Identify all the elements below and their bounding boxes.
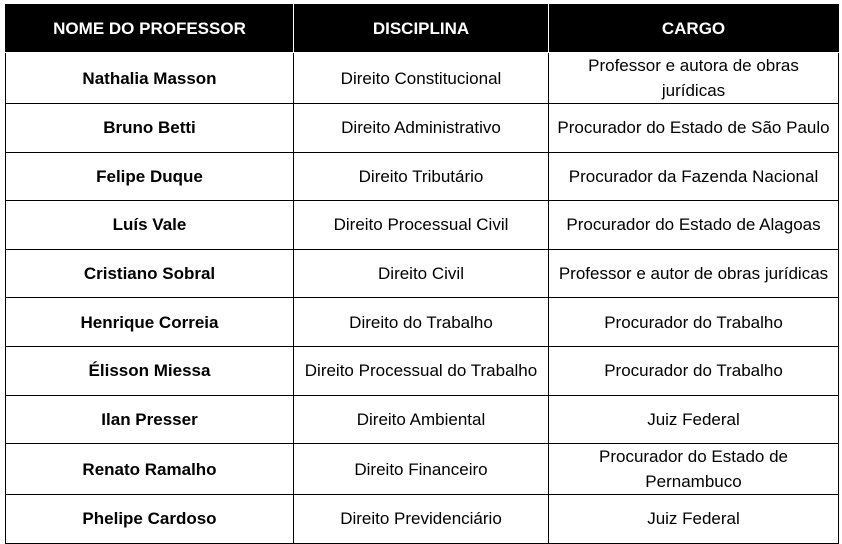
- header-position: CARGO: [549, 5, 839, 53]
- position-cell: Juiz Federal: [549, 395, 839, 444]
- discipline-cell: Direito Previdenciário: [294, 495, 549, 544]
- professor-name: Luís Vale: [6, 201, 294, 250]
- discipline-cell: Direito Constitucional: [294, 53, 549, 104]
- table-row: [6, 495, 839, 544]
- position-cell: Professor e autora de obras jurídicas: [549, 53, 839, 104]
- discipline-cell: Direito do Trabalho: [294, 298, 549, 347]
- table-row: [6, 104, 839, 153]
- discipline-cell: Direito Administrativo: [294, 104, 549, 153]
- position-cell: Procurador da Fazenda Nacional: [549, 152, 839, 201]
- discipline-cell: Direito Ambiental: [294, 395, 549, 444]
- position-cell: Procurador do Estado de São Paulo: [549, 104, 839, 153]
- position-cell: Procurador do Trabalho: [549, 346, 839, 395]
- discipline-cell: Direito Tributário: [294, 152, 549, 201]
- professor-table: [5, 4, 839, 544]
- position-cell: Professor e autor de obras jurídicas: [549, 249, 839, 298]
- professor-name: Felipe Duque: [6, 152, 294, 201]
- professor-name: Renato Ramalho: [6, 444, 294, 495]
- professor-name: Phelipe Cardoso: [6, 495, 294, 544]
- professor-name: Bruno Betti: [6, 104, 294, 153]
- position-cell: Juiz Federal: [549, 495, 839, 544]
- table-row: [6, 152, 839, 201]
- professor-name: Cristiano Sobral: [6, 249, 294, 298]
- discipline-cell: Direito Financeiro: [294, 444, 549, 495]
- header-professor-name: NOME DO PROFESSOR: [6, 5, 294, 53]
- professor-name: Ilan Presser: [6, 395, 294, 444]
- table-row: [6, 346, 839, 395]
- position-cell: Procurador do Trabalho: [549, 298, 839, 347]
- discipline-cell: Direito Civil: [294, 249, 549, 298]
- position-cell: Procurador do Estado de Alagoas: [549, 201, 839, 250]
- table-row: [6, 201, 839, 250]
- table-row: [6, 444, 839, 495]
- table-row: [6, 298, 839, 347]
- discipline-cell: Direito Processual Civil: [294, 201, 549, 250]
- discipline-cell: Direito Processual do Trabalho: [294, 346, 549, 395]
- position-cell: Procurador do Estado de Pernambuco: [549, 444, 839, 495]
- table-row: [6, 53, 839, 104]
- professor-name: Henrique Correia: [6, 298, 294, 347]
- table-row: [6, 249, 839, 298]
- professor-name: Nathalia Masson: [6, 53, 294, 104]
- professor-name: Élisson Miessa: [6, 346, 294, 395]
- table-row: [6, 395, 839, 444]
- table-header-row: [6, 5, 839, 53]
- header-discipline: DISCIPLINA: [294, 5, 549, 53]
